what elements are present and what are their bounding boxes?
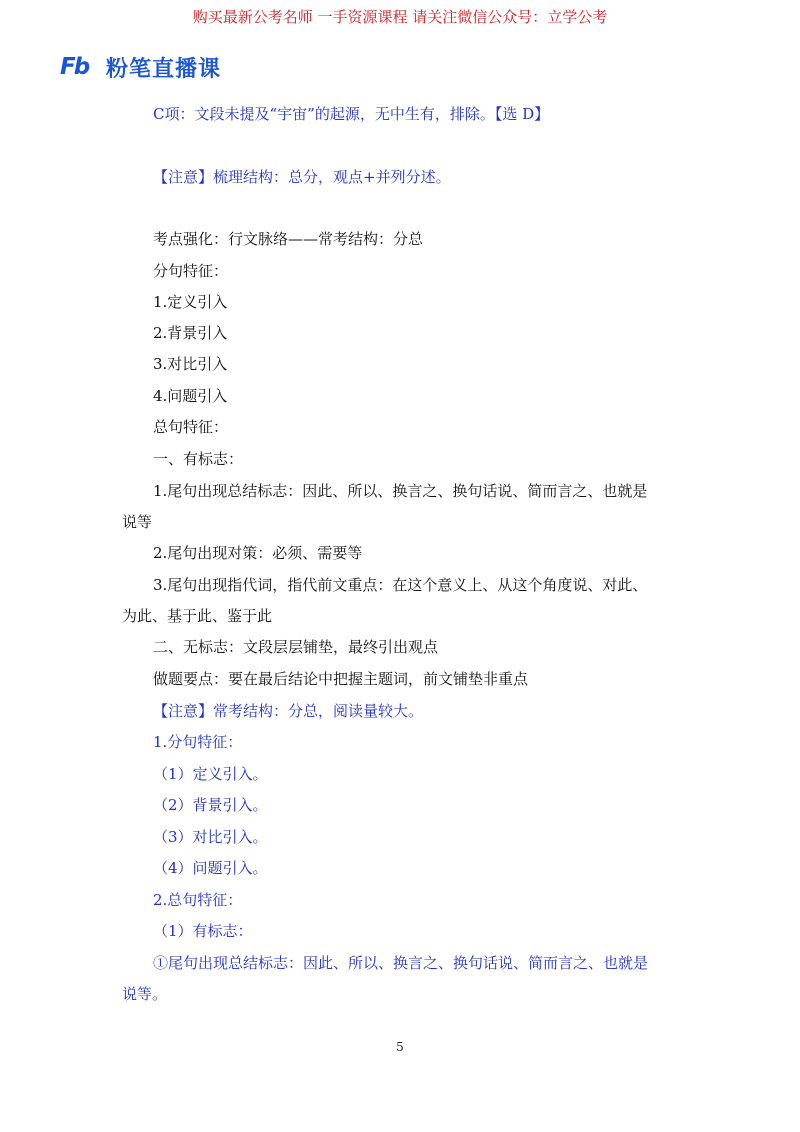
note-biaozhi-title: （1）有标志： (153, 922, 253, 940)
brand-logo (60, 52, 221, 82)
fenju-title: 分句特征： (153, 262, 229, 280)
note-biaozhi-item-1-cont: 说等。 (122, 985, 168, 1003)
page-number: 5 (396, 1040, 404, 1054)
note-structure: 【注意】梳理结构：总分，观点+并列分述。 (153, 168, 451, 186)
biaozhi-title: 一、有标志： (153, 450, 244, 468)
zongju-title: 总句特征： (153, 418, 229, 436)
wubiaozhi: 二、无标志：文段层层铺垫，最终引出观点 (153, 638, 439, 656)
note-fenju-item-1: （1）定义引入。 (153, 765, 268, 783)
logo-text: 粉笔直播课 (106, 56, 222, 82)
fb-logo-icon: Fb (60, 54, 89, 80)
option-c-analysis: C项：文段未提及“宇宙”的起源，无中生有，排除。【选 D】 (153, 105, 550, 123)
note-fenju-item-2: （2）背景引入。 (153, 796, 268, 814)
note-fenju-item-3: （3）对比引入。 (153, 828, 268, 846)
note-zongju-title: 2.总句特征： (153, 891, 243, 909)
fenju-item-2: 2.背景引入 (153, 324, 228, 342)
biaozhi-item-3-cont: 为此、基于此、鉴于此 (122, 607, 273, 625)
fenju-item-4: 4.问题引入 (153, 387, 228, 405)
solving-tip: 做题要点：要在最后结论中把握主题词，前文铺垫非重点 (153, 670, 529, 688)
note-biaozhi-item-1: ①尾句出现总结标志：因此、所以、换言之、换句话说、简而言之、也就是 (153, 954, 649, 972)
note-fenju-item-4: （4）问题引入。 (153, 859, 268, 877)
header-banner: 购买最新公考名师 一手资源课程 请关注微信公众号：立学公考 (192, 8, 608, 26)
key-point-title: 考点强化：行文脉络——常考结构：分总 (153, 230, 424, 248)
biaozhi-item-2: 2.尾句出现对策：必须、需要等 (153, 544, 363, 562)
fenju-item-3: 3.对比引入 (153, 355, 228, 373)
fenju-item-1: 1.定义引入 (153, 293, 228, 311)
biaozhi-item-3: 3.尾句出现指代词，指代前文重点：在这个意义上、从这个角度说、对此、 (153, 576, 648, 594)
biaozhi-item-1-cont: 说等 (122, 513, 153, 531)
note-frequent-structure: 【注意】常考结构：分总，阅读量较大。 (153, 702, 424, 720)
note-fenju-title: 1.分句特征： (153, 733, 243, 751)
biaozhi-item-1: 1.尾句出现总结标志：因此、所以、换言之、换句话说、简而言之、也就是 (153, 482, 648, 500)
